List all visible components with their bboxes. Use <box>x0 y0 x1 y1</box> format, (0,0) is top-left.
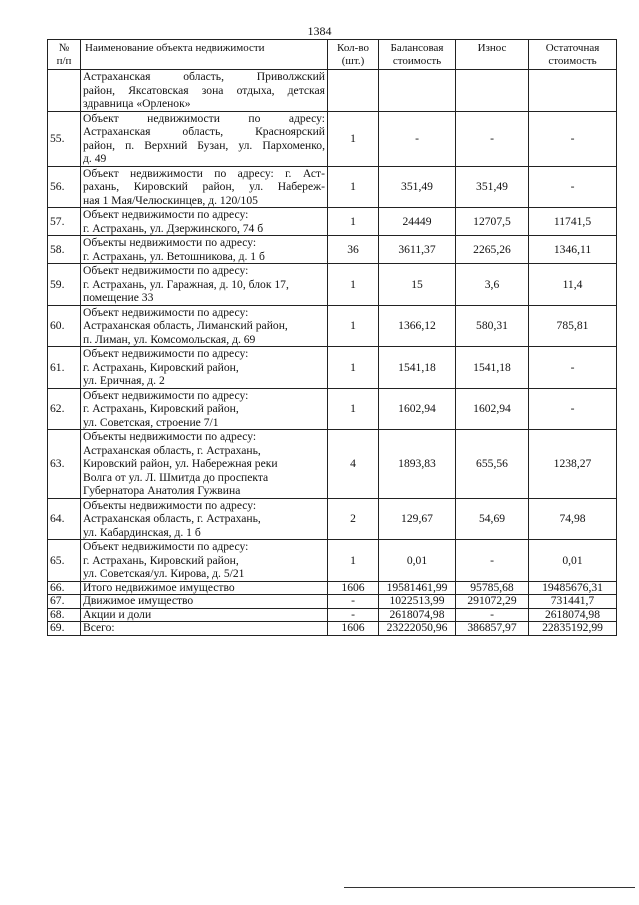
object-name <box>81 540 328 582</box>
quantity: 2 <box>328 498 379 540</box>
table-row <box>48 347 617 389</box>
object-name-line: Астраханская область, Красноярский <box>83 125 325 138</box>
quantity: 1 <box>328 208 379 236</box>
table-row <box>48 305 617 347</box>
header-name-label: Наименование объекта недвижимости <box>85 42 265 54</box>
residual-value: 731441,7 <box>529 595 617 609</box>
object-name-line: Астраханская область, г. Астрахань, <box>83 512 261 525</box>
object-name-line: Волга от ул. Л. Шмитда до проспекта <box>83 470 269 484</box>
footer-rule <box>344 887 635 888</box>
wear-value: - <box>456 540 529 582</box>
row-number <box>48 70 81 112</box>
wear-value: 3,6 <box>456 264 529 306</box>
table-header-row <box>48 40 617 70</box>
wear-value: - <box>456 608 529 622</box>
balance-value: 1022513,99 <box>379 595 456 609</box>
object-name <box>81 347 328 389</box>
table-row <box>48 70 617 112</box>
residual-value: 1238,27 <box>529 430 617 499</box>
residual-value: - <box>529 347 617 389</box>
residual-value: 22835192,99 <box>529 622 617 636</box>
object-name-line: Объект недвижимости по адресу: г. Аст- <box>83 166 325 180</box>
object-name-line: ул. Кабардинская, д. 1 б <box>83 525 201 539</box>
object-name-line: ул. Советская/ул. Кирова, д. 5/21 <box>83 567 245 580</box>
residual-value: 0,01 <box>529 540 617 582</box>
object-name-line: Объект недвижимости по адресу: <box>83 347 249 360</box>
object-name-line: г. Астрахань, Кировский район, <box>83 360 239 374</box>
residual-value: 11,4 <box>529 264 617 306</box>
quantity: 1606 <box>328 622 379 636</box>
quantity: 1 <box>328 540 379 582</box>
object-name-line: рахань, Кировский район, ул. Набереж- <box>83 180 325 193</box>
header-residual-line1: Остаточная <box>545 42 600 54</box>
row-number: 67. <box>48 595 81 609</box>
row-number: 62. <box>48 388 81 430</box>
object-name-line: район, Яксатовская зона отдыха, детская <box>83 83 325 97</box>
object-name <box>81 70 328 112</box>
object-name <box>81 430 328 499</box>
total-row <box>48 622 617 636</box>
balance-value: 129,67 <box>379 498 456 540</box>
table-row <box>48 236 617 264</box>
object-name-line: Кировский район, ул. Набережная реки <box>83 457 278 470</box>
quantity: 1606 <box>328 581 379 595</box>
page-number: 1384 <box>307 24 332 38</box>
object-name-line: г. Астрахань, ул. Гаражная, д. 10, блок 17, <box>83 277 289 291</box>
residual-value: 2618074,98 <box>529 608 617 622</box>
wear-value <box>456 70 529 112</box>
quantity: 36 <box>328 236 379 264</box>
quantity <box>328 70 379 112</box>
residual-value: 74,98 <box>529 498 617 540</box>
object-name <box>81 305 328 347</box>
balance-value <box>379 70 456 112</box>
quantity: 4 <box>328 430 379 499</box>
quantity: - <box>328 595 379 609</box>
quantity: 1 <box>328 347 379 389</box>
row-number: 66. <box>48 581 81 595</box>
object-name-line: Объекты недвижимости по адресу: <box>83 236 257 249</box>
total-row <box>48 595 617 609</box>
row-number: 68. <box>48 608 81 622</box>
object-name-line: Астраханская область, Лиманский район, <box>83 319 288 332</box>
header-qty-line1: Кол-во <box>337 42 369 54</box>
header-qty-line2: (шт.) <box>341 54 365 67</box>
residual-value: - <box>529 166 617 208</box>
total-row <box>48 581 617 595</box>
wear-value: 2265,26 <box>456 236 529 264</box>
object-name <box>81 111 328 166</box>
table-row <box>48 388 617 430</box>
wear-value: - <box>456 111 529 166</box>
object-name-line: г. Астрахань, Кировский район, <box>83 402 239 415</box>
row-number: 57. <box>48 208 81 236</box>
object-name-line: помещение 33 <box>83 291 154 304</box>
balance-value: 24449 <box>379 208 456 236</box>
wear-value: 1602,94 <box>456 388 529 430</box>
balance-value: 15 <box>379 264 456 306</box>
table-row <box>48 430 617 499</box>
wear-value: 351,49 <box>456 166 529 208</box>
row-number: 64. <box>48 498 81 540</box>
object-name <box>81 388 328 430</box>
object-name-line: Объект недвижимости по адресу: <box>83 208 249 221</box>
header-num-line2: п/п <box>56 54 72 67</box>
header-qty <box>328 40 379 70</box>
total-label: Всего: <box>81 622 328 636</box>
balance-value: 1541,18 <box>379 347 456 389</box>
object-name-line: Объект недвижимости по адресу: <box>83 388 249 402</box>
row-number: 56. <box>48 166 81 208</box>
table-row <box>48 208 617 236</box>
wear-value: 95785,68 <box>456 581 529 595</box>
header-residual <box>529 40 617 70</box>
object-name <box>81 208 328 236</box>
object-name-line: здравница «Орленок» <box>83 97 191 110</box>
balance-value: 3611,37 <box>379 236 456 264</box>
object-name-line: ул. Еричная, д. 2 <box>83 374 165 387</box>
quantity: - <box>328 608 379 622</box>
table-body <box>48 70 617 636</box>
object-name <box>81 264 328 306</box>
residual-value: 785,81 <box>529 305 617 347</box>
wear-value: 54,69 <box>456 498 529 540</box>
header-name <box>81 40 328 70</box>
header-num <box>48 40 81 70</box>
object-name-line: Губернатора Анатолия Гужвина <box>83 484 241 497</box>
wear-value: 12707,5 <box>456 208 529 236</box>
table-row <box>48 111 617 166</box>
balance-value: 1366,12 <box>379 305 456 347</box>
header-num-line1: № <box>58 42 70 54</box>
balance-value: 2618074,98 <box>379 608 456 622</box>
quantity: 1 <box>328 166 379 208</box>
object-name-line: Объект недвижимости по адресу: <box>83 305 249 319</box>
quantity: 1 <box>328 111 379 166</box>
object-name-line: Объект недвижимости по адресу: <box>83 111 325 125</box>
residual-value <box>529 70 617 112</box>
object-name-line: Объекты недвижимости по адресу: <box>83 498 257 512</box>
quantity: 1 <box>328 264 379 306</box>
row-number: 61. <box>48 347 81 389</box>
table-row <box>48 498 617 540</box>
object-name-line: Астраханская область, Приволжский <box>83 70 325 83</box>
object-name <box>81 236 328 264</box>
residual-value: 1346,11 <box>529 236 617 264</box>
balance-value: - <box>379 111 456 166</box>
row-number: 59. <box>48 264 81 306</box>
wear-value: 580,31 <box>456 305 529 347</box>
object-name <box>81 166 328 208</box>
header-balance-line2: стоимость <box>392 54 442 67</box>
total-label: Акции и доли <box>81 608 328 622</box>
row-number: 65. <box>48 540 81 582</box>
residual-value: - <box>529 388 617 430</box>
wear-value: 1541,18 <box>456 347 529 389</box>
wear-value: 291072,29 <box>456 595 529 609</box>
residual-value: 11741,5 <box>529 208 617 236</box>
object-name-line: ная 1 Мая/Челюскинцев, д. 120/105 <box>83 193 258 207</box>
object-name-line: Астраханская область, г. Астрахань, <box>83 443 261 457</box>
row-number: 55. <box>48 111 81 166</box>
balance-value: 1893,83 <box>379 430 456 499</box>
row-number: 58. <box>48 236 81 264</box>
balance-value: 19581461,99 <box>379 581 456 595</box>
balance-value: 351,49 <box>379 166 456 208</box>
object-name-line: ул. Советская, строение 7/1 <box>83 415 219 429</box>
row-number: 63. <box>48 430 81 499</box>
header-wear <box>456 40 529 70</box>
row-number: 69. <box>48 622 81 636</box>
wear-value: 655,56 <box>456 430 529 499</box>
wear-value: 386857,97 <box>456 622 529 636</box>
object-name-line: г. Астрахань, Кировский район, <box>83 553 239 567</box>
object-name-line: д. 49 <box>83 152 107 165</box>
header-balance-line1: Балансовая <box>390 42 444 54</box>
row-number: 60. <box>48 305 81 347</box>
object-name-line: г. Астрахань, ул. Ветошникова, д. 1 б <box>83 249 265 263</box>
total-row <box>48 608 617 622</box>
object-name-line: район, п. Верхний Бузан, ул. Пархоменко, <box>83 138 325 152</box>
property-table <box>47 39 617 636</box>
balance-value: 0,01 <box>379 540 456 582</box>
object-name-line: г. Астрахань, ул. Дзержинского, 74 б <box>83 221 264 235</box>
object-name <box>81 498 328 540</box>
header-wear-label: Износ <box>477 42 507 54</box>
table-row <box>48 540 617 582</box>
residual-value: 19485676,31 <box>529 581 617 595</box>
quantity: 1 <box>328 388 379 430</box>
balance-value: 1602,94 <box>379 388 456 430</box>
quantity: 1 <box>328 305 379 347</box>
total-label: Итого недвижимое имущество <box>81 581 328 595</box>
table-row <box>48 166 617 208</box>
balance-value: 23222050,96 <box>379 622 456 636</box>
object-name-line: п. Лиман, ул. Комсомольская, д. 69 <box>83 332 256 346</box>
object-name-line: Объект недвижимости по адресу: <box>83 540 249 553</box>
header-residual-line2: стоимость <box>548 54 597 67</box>
table-row <box>48 264 617 306</box>
header-balance <box>379 40 456 70</box>
object-name-line: Объект недвижимости по адресу: <box>83 264 249 277</box>
total-label: Движимое имущество <box>81 595 328 609</box>
residual-value: - <box>529 111 617 166</box>
object-name-line: Объекты недвижимости по адресу: <box>83 430 257 443</box>
